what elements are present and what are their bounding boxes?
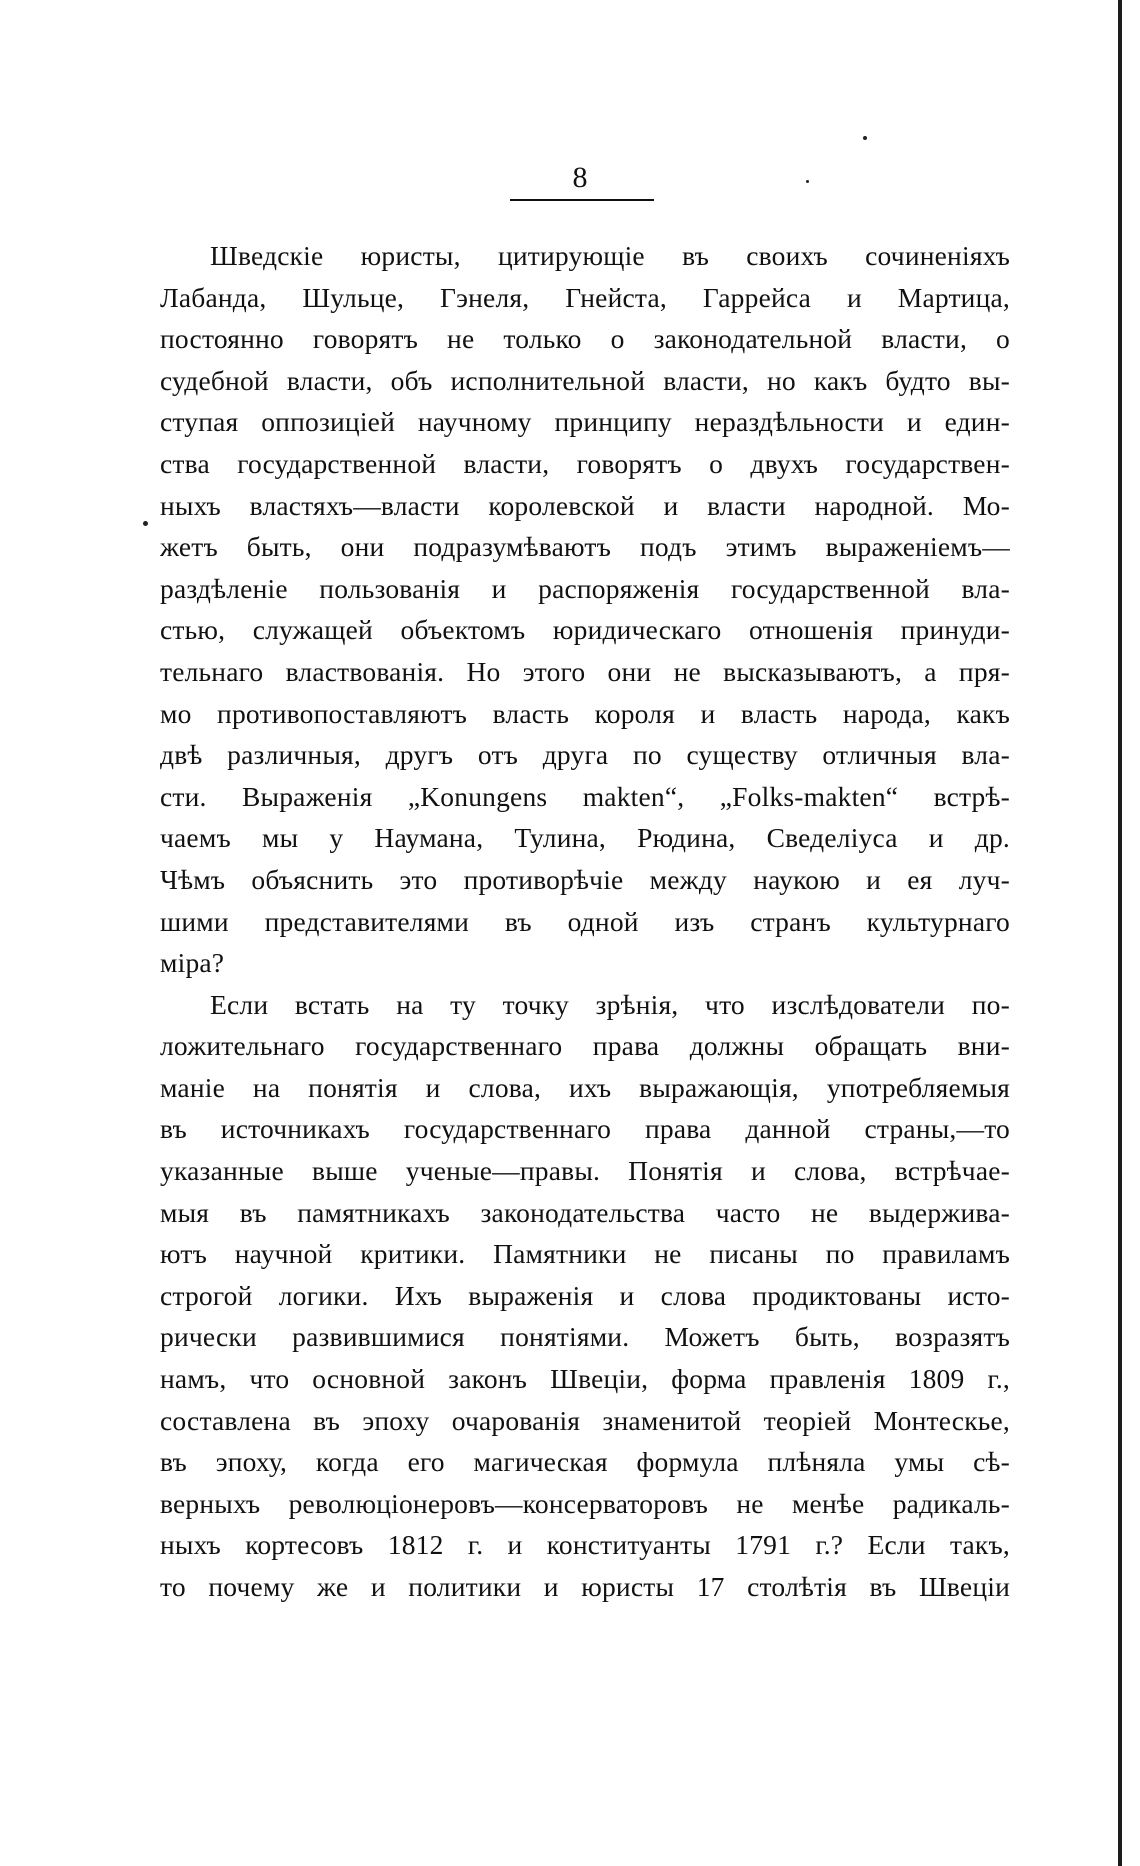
scan-edge-border: [1118, 0, 1122, 1866]
text-line: стью, служащей объектомъ юридическаго отношенія принуди-: [160, 614, 1010, 646]
text-line: Чѣмъ объяснить это противорѣчіе между наукою и ея луч-: [160, 863, 1010, 895]
scan-speck: [863, 136, 867, 140]
text-line: маніе на понятія и слова, ихъ выражающія, употребляемыя: [160, 1071, 1010, 1103]
header-rule: [510, 199, 654, 201]
body-text: [160, 235, 1010, 1608]
text-line: то почему же и политики и юристы 17 столѣтія въ Швеціи: [160, 1571, 1010, 1602]
paragraph-2: [160, 984, 1010, 1608]
text-line: ства государственной власти, говорятъ о двухъ государствен-: [160, 447, 1010, 479]
paragraph-1: [160, 235, 1010, 984]
text-line: рически развившимися понятіями. Можетъ быть, возразятъ: [160, 1321, 1010, 1353]
text-line: ступая оппозиціей научному принципу нераздѣльности и един-: [160, 406, 1010, 438]
text-line: составлена въ эпоху очарованія знаменитой теоріей Монтескье,: [160, 1404, 1010, 1436]
text-line: міра?: [160, 947, 225, 979]
text-line: шими представителями въ одной изъ странъ культурнаго: [160, 905, 1010, 937]
text-line: мыя въ памятникахъ законодательства часто не выдержива-: [160, 1196, 1010, 1228]
text-line: въ эпоху, когда его магическая формула плѣняла умы сѣ-: [160, 1446, 1010, 1478]
scan-speck: [806, 180, 809, 183]
text-line: указанные выше ученые—правы. Понятія и слова, встрѣчае-: [160, 1155, 1010, 1187]
text-line: ютъ научной критики. Памятники не писаны по правиламъ: [160, 1238, 1010, 1270]
text-line: Шведскіе юристы, цитирующіе въ своихъ сочиненіяхъ: [210, 240, 1010, 271]
page-number: 8: [572, 161, 588, 194]
text-line: намъ, что основной законъ Швеціи, форма правленія 1809 г.,: [160, 1363, 1010, 1395]
scan-speck: [143, 521, 148, 526]
text-line: верныхъ революціонеровъ—консерваторовъ не менѣе радикаль-: [160, 1487, 1010, 1519]
text-line: Если встать на ту точку зрѣнія, что изслѣдователи по-: [210, 988, 1010, 1020]
text-line: ложительнаго государственнаго права должны обращать вни-: [160, 1030, 1010, 1062]
text-line: постоянно говорятъ не только о законодательной власти, о: [160, 323, 1010, 355]
text-line: судебной власти, объ исполнительной власти, но какъ будто вы-: [160, 364, 1010, 396]
text-line: сти. Выраженія „Konungens makten“, „Folks-makten“ встрѣ-: [160, 780, 1010, 812]
text-line: тельнаго властвованія. Но этого они не высказываютъ, а пря-: [160, 655, 1010, 687]
text-line: ныхъ кортесовъ 1812 г. и конституанты 1791 г.? Если такъ,: [160, 1529, 1010, 1561]
text-line: строгой логики. Ихъ выраженія и слова продиктованы исто-: [160, 1279, 1010, 1311]
text-line: двѣ различныя, другъ отъ друга по существу отличныя вла-: [160, 739, 1010, 771]
text-line: Лабанда, Шульце, Гэнеля, Гнейста, Гаррейса и Мартица,: [160, 281, 1010, 313]
text-line: чаемъ мы у Наумана, Тулина, Рюдина, Сведеліуса и др.: [160, 822, 1010, 854]
text-line: жетъ быть, они подразумѣваютъ подъ этимъ выраженіемъ—: [160, 531, 1010, 563]
text-line: ныхъ властяхъ—власти королевской и власти народной. Мо-: [160, 489, 1010, 521]
text-line: раздѣленіе пользованія и распоряженія государственной вла-: [160, 572, 1010, 604]
text-line: въ источникахъ государственнаго права данной страны,—то: [160, 1113, 1010, 1145]
text-line: мо противопоставляютъ власть короля и власть народа, какъ: [160, 697, 1010, 729]
